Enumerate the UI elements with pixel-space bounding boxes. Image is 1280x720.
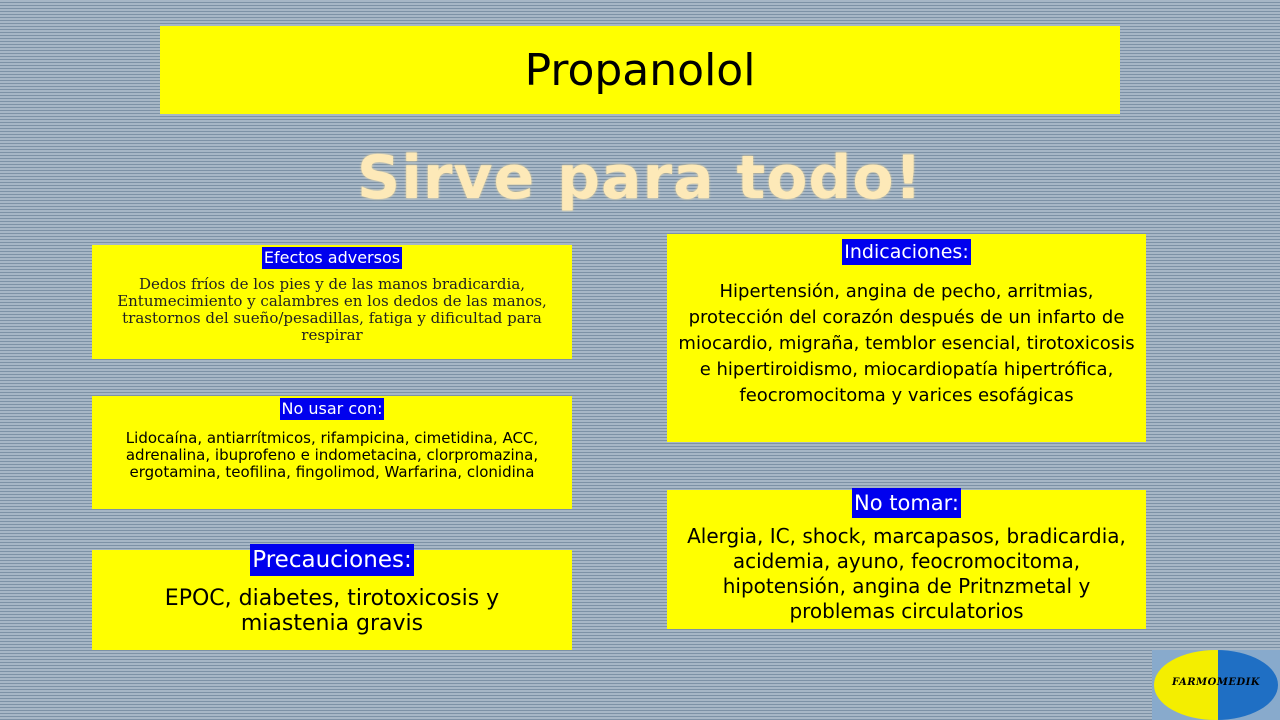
- efectos-adversos-box: [92, 245, 572, 359]
- precauciones-text: EPOC, diabetes, tirotoxicosis y miastenia gravis: [164, 586, 500, 636]
- indicaciones-text: Hipertensión, angina de pecho, arritmias, protección del corazón después de un infarto de miocardio, migraña, temblor esencial, tirotoxicosis e hipertiroidismo, miocardiopatía hipertrófica, feocromocitoma y varices esofágicas: [678, 281, 1135, 406]
- slogan-heading: Sirve para todo!: [357, 143, 923, 213]
- logo-text: FARMOMEDIK: [1171, 677, 1261, 688]
- page-title: Propanolol: [524, 44, 756, 96]
- efectos-adversos-label: Efectos adversos: [263, 248, 401, 267]
- no-usar-con-label: No usar con:: [281, 399, 383, 418]
- efectos-adversos-text: Dedos fríos de los pies y de las manos bradicardia, Entumecimiento y calambres en los dedos de las manos, trastornos del sueño/pesadillas, fatiga y dificultad para respirar: [117, 275, 547, 344]
- no-tomar-box: [667, 490, 1146, 629]
- precauciones-box: [92, 547, 572, 650]
- no-tomar-text: Alergia, IC, shock, marcapasos, bradicardia, acidemia, ayuno, feocromocitoma, hipotensión, angina de Pritnzmetal y problemas circulatorios: [687, 524, 1126, 623]
- indicaciones-box: [667, 234, 1146, 442]
- title-banner: [160, 26, 1120, 114]
- indicaciones-label: Indicaciones:: [844, 241, 969, 263]
- no-usar-con-box: [92, 396, 572, 509]
- no-tomar-label: No tomar:: [852, 488, 961, 518]
- precauciones-label: Precauciones:: [250, 544, 413, 576]
- no-usar-con-text: Lidocaína, antiarrítmicos, rifampicina, cimetidina, ACC, adrenalina, ibuprofeno e indometacina, clorpromazina, ergotamina, teofilina, fingolimod, Warfarina, clonidina: [125, 429, 539, 481]
- farmomedik-logo: [1152, 650, 1280, 720]
